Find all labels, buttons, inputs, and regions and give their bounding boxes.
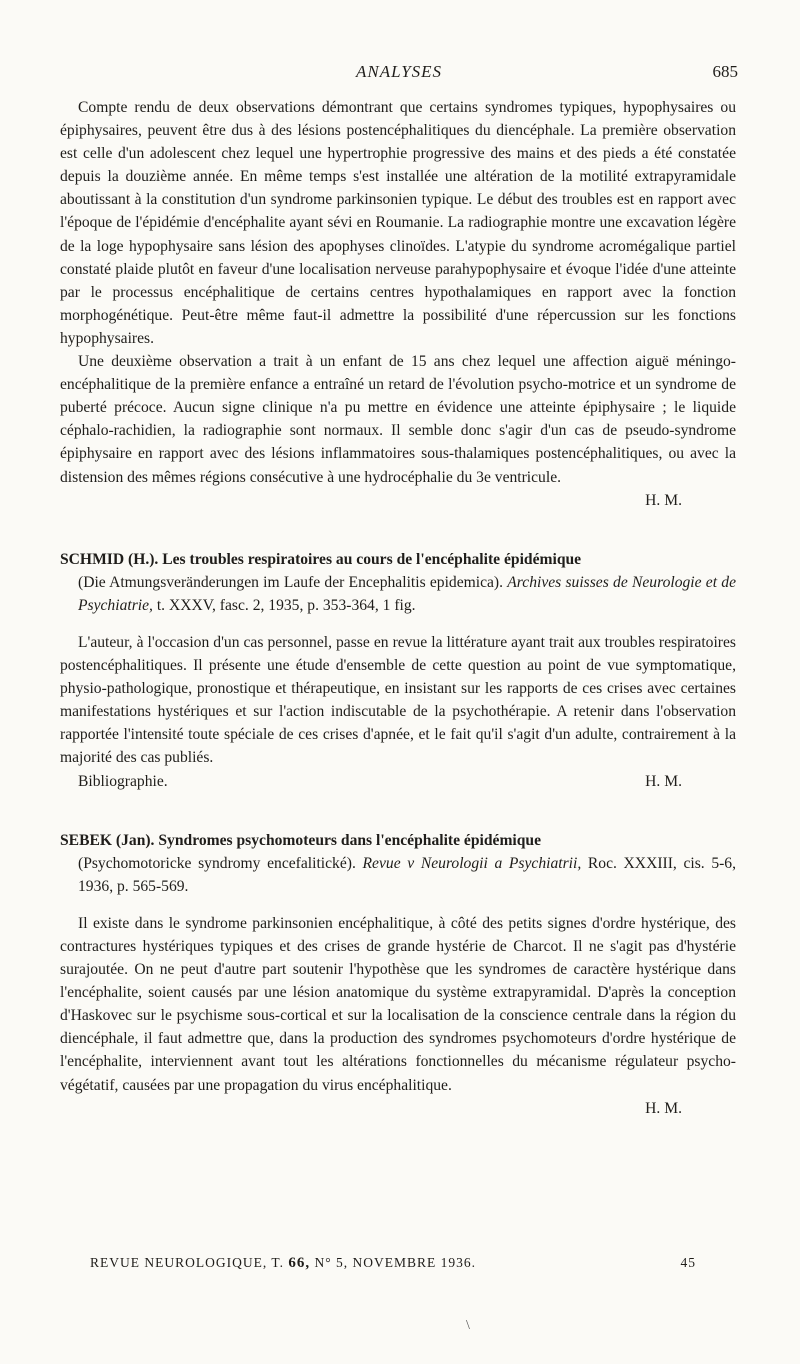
- entry-citation: t. XXXV, fasc. 2, 1935, p. 353-364, 1 fig.: [156, 596, 416, 614]
- page-mark: \: [466, 1318, 470, 1333]
- entry-journal: Archives suisses de Neurologie et de Psychiatrie,: [78, 573, 736, 614]
- reviewer-signature: H. M.: [645, 772, 682, 790]
- review-paragraph: Il existe dans le syndrome parkinsonien encéphalitique, à côté des petits signes d'ordre hystérique, des contractures hystériques typiques et des crises de grande hystérie de Charcot. Il ne s'agit pas d'hystérie surajoutée. On ne peut d'autre part soutenir l'hypothèse que les syndromes de caractère hystérique dans l'encéphalite, soient causés par une lésion anatomique du système extrapyramidal. D'après la conception d'Haskovec sur le psychisme sous-cortical et sur la localisation de la conscience centrale dans la région du diencéphale, il faut admettre que, dans la production des syndromes psychomoteurs d'ordre hystérique de l'encéphalite, interviennent avant tout les altérations fonctionnelles du mécanisme régulateur psycho-végétatif, causées par une propagation du virus encéphalitique.: [60, 914, 736, 1094]
- entry-author: SCHMID (H.).: [60, 550, 159, 568]
- footer-citation: [90, 1255, 476, 1272]
- running-head: [60, 62, 738, 86]
- page-number: 685: [712, 62, 738, 81]
- entry-journal: Revue v Neurologii a Psychiatrii,: [362, 854, 582, 872]
- bibliography-signature-row: [60, 770, 736, 793]
- entry-original-title: (Psychomotoricke syndromy encefalitické).: [78, 854, 356, 872]
- review-paragraph: Une deuxième observation a trait à un enfant de 15 ans chez lequel une affection aiguë méningo-encéphalitique de la première enfance a entraîné un retard de l'évolution psycho-motrice et un syndrome de puberté précoce. Aucun signe clinique n'a pu mettre en évidence une atteinte épiphysaire ; le liquide céphalo-rachidien, la radiographie sont normaux. Il semble donc s'agir d'un cas de pseudo-syndrome épiphysaire en rapport avec des lésions inflammatoires sous-thalamiques postencéphalitiques, ou avec la distension des mêmes régions consécutive à une hydrocéphalie du 3e ventricule.: [60, 353, 736, 486]
- entry-title: Syndromes psychomoteurs dans l'encéphalite épidémique: [158, 831, 542, 849]
- section-title: ANALYSES: [355, 62, 443, 81]
- schmid-entry-heading: [60, 548, 736, 617]
- entry-author: SEBEK (Jan).: [60, 831, 155, 849]
- sebek-entry-heading: [60, 829, 736, 898]
- footer-signature-mark: 45: [680, 1255, 696, 1270]
- review-paragraph: Compte rendu de deux observations démontrant que certains syndromes typiques, hypophysaires ou épiphysaires, peuvent être dus à des lésions postencéphalitiques du diencéphale. La première observation est celle d'un adolescent chez lequel une hypertrophie progressive des mains et des pieds a été constatée depuis la douzième année. En même temps s'est installée une altération de la motilité extrapyramidale aboutissant à la constitution d'un syndrome parkinsonien typique. Le début des troubles est en rapport avec l'époque de l'épidémie d'encéphalite ayant sévi en Roumanie. La radiographie montre une excavation légère de la loge hypophysaire sans lésion des apophyses clinoïdes. L'atypie du syndrome acromégalique partiel constaté plaide plutôt en faveur d'une localisation nerveuse parahypophysaire et évoque l'idée d'une atteinte par le processus encéphalitique de certains centres hypothalamiques en rapport avec la fonction morphogénétique. Peut-être même faut-il admettre la possibilité d'une répercussion sur les fonctions hypophysaires.: [60, 99, 736, 347]
- footer-journal: REVUE NEUROLOGIQUE, T.: [90, 1255, 284, 1270]
- footer-volume: 66,: [288, 1255, 311, 1271]
- entry-title: Les troubles respiratoires au cours de l'encéphalite épidémique: [162, 550, 582, 568]
- entry-original-title: (Die Atmungsveränderungen im Laufe der Encephalitis epidemica).: [78, 573, 504, 591]
- review-paragraph: L'auteur, à l'occasion d'un cas personnel, passe en revue la littérature ayant trait aux troubles respiratoires postencéphalitiques. Il présente une étude d'ensemble de cette question au point de vue symptomatique, physio-pathologique, pronostique et thérapeutique, en insistant sur les rapports de ces crises avec certaines manifestations hystériques et sur l'action indiscutable de la psychothérapie. A retenir dans l'observation rapportée l'intensité toute spéciale de ces crises d'apnée, et le fait qu'il s'agit d'un adulte, contrairement à la majorité des cas publiés.: [60, 633, 736, 767]
- page-body: [60, 96, 736, 1120]
- bibliography-note: Bibliographie.: [78, 772, 168, 790]
- reviewer-signature: H. M.: [645, 1099, 682, 1117]
- footer-issue: N° 5, NOVEMBRE 1936.: [314, 1255, 477, 1270]
- page-footer: [90, 1255, 696, 1272]
- reviewer-signature: H. M.: [645, 491, 682, 509]
- entry-citation: Roc. XXXIII, cis. 5-6, 1936, p. 565-569.: [78, 854, 737, 895]
